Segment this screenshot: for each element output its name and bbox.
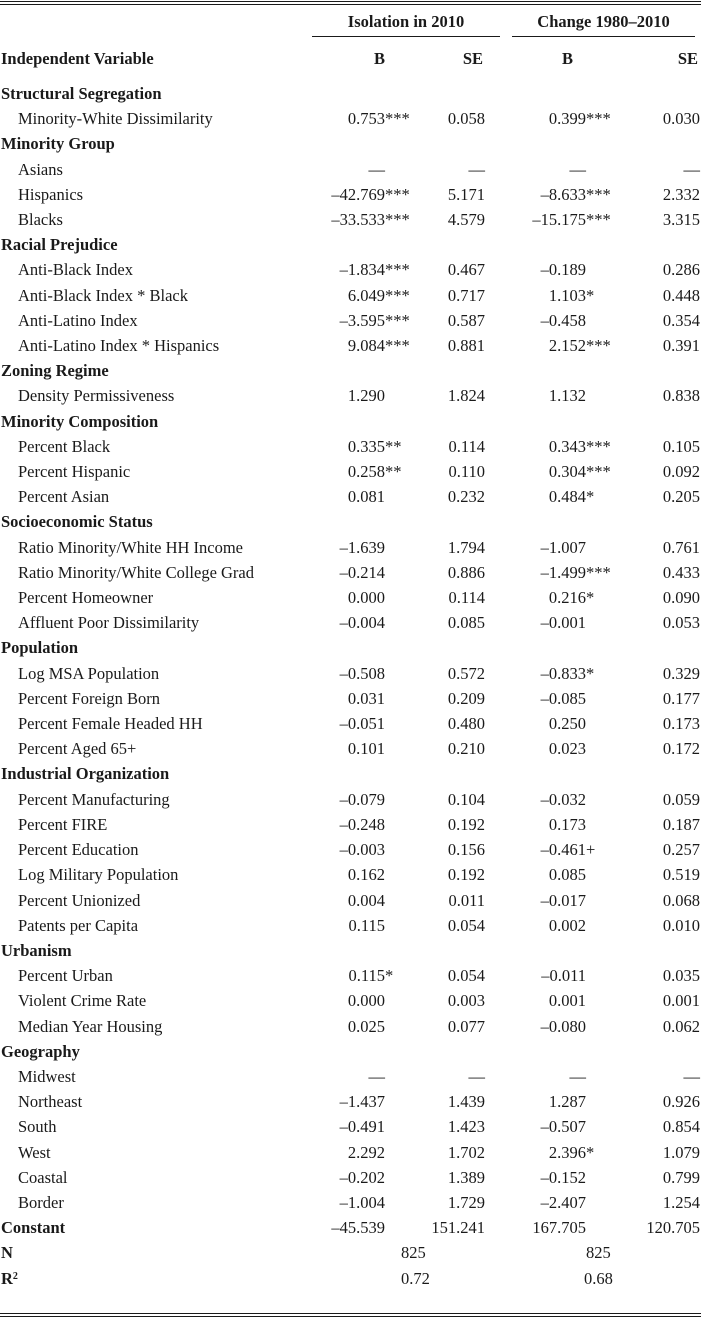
table-row <box>0 963 701 988</box>
significance-marker: *** <box>385 260 410 280</box>
se-value: 0.587 <box>447 310 486 330</box>
table-row <box>0 661 701 686</box>
coef-value: –0.189 <box>540 260 587 280</box>
coef-value: –0.017 <box>540 890 587 910</box>
coef-value: –1.007 <box>540 537 587 557</box>
coef-value: 0.000 <box>347 588 385 608</box>
se-value: 0.068 <box>662 890 701 910</box>
se-value: 0.210 <box>447 739 486 759</box>
section-header <box>0 358 701 383</box>
table-row <box>0 686 701 711</box>
se-value: 0.192 <box>447 865 486 885</box>
coef-value: –2.407 <box>540 1192 587 1212</box>
row-label: Coastal <box>18 1167 68 1187</box>
coef-value: 0.004 <box>347 890 385 910</box>
coef-value: — <box>368 1066 385 1086</box>
coef-value: 6.049 <box>347 285 385 305</box>
section-title: Industrial Organization <box>1 764 170 784</box>
coef-value: 0.002 <box>548 915 587 935</box>
coef-value: 0.258 <box>347 462 385 482</box>
coef-value: 0.101 <box>347 739 385 759</box>
coef-value: 2.292 <box>347 1142 385 1162</box>
row-label: Log Military Population <box>18 865 179 885</box>
se-value: 0.286 <box>662 260 701 280</box>
row-label: Percent Female Headed HH <box>18 714 203 734</box>
se-value: 3.315 <box>662 210 701 230</box>
coef-value: 1.287 <box>548 1092 587 1112</box>
coef-value: –0.491 <box>339 1117 385 1137</box>
row-label: Density Permissiveness <box>18 386 175 406</box>
se-value: 1.824 <box>447 386 486 406</box>
se-value: 0.177 <box>662 688 701 708</box>
n-label: N <box>1 1243 13 1263</box>
section-title: Urbanism <box>1 940 72 960</box>
se-value: 0.354 <box>662 310 701 330</box>
row-label: Midwest <box>18 1066 76 1086</box>
se-value: — <box>468 159 486 179</box>
bottom-rule-outer <box>0 1313 701 1314</box>
se-value: 0.391 <box>662 336 701 356</box>
coef-value: — <box>368 159 385 179</box>
coef-value: 0.484 <box>548 487 587 507</box>
group-header-isolation: Isolation in 2010 <box>306 7 506 37</box>
table-row <box>0 585 701 610</box>
se-value: 0.854 <box>662 1117 701 1137</box>
coef-value: –1.437 <box>339 1092 385 1112</box>
coef-value: –8.633 <box>540 184 587 204</box>
coef-value: –0.004 <box>339 613 385 633</box>
se-value: 2.332 <box>662 184 701 204</box>
coef-value: 0.335 <box>347 436 385 456</box>
se-value: 0.232 <box>447 487 486 507</box>
row-label: Anti-Latino Index <box>18 310 138 330</box>
row-label: Percent Aged 65+ <box>18 739 137 759</box>
table-row <box>0 560 701 585</box>
coef-value: –0.011 <box>541 966 587 986</box>
se-value: 0.926 <box>662 1092 701 1112</box>
coef-value: 0.025 <box>347 1016 385 1036</box>
table-row <box>0 283 701 308</box>
se-value: 0.717 <box>447 285 486 305</box>
se-value: 0.881 <box>447 336 486 356</box>
se-value: 0.003 <box>447 991 486 1011</box>
section-header <box>0 81 701 106</box>
se-value: 0.761 <box>662 537 701 557</box>
se-value: 0.105 <box>662 436 701 456</box>
row-label: Affluent Poor Dissimilarity <box>18 613 200 633</box>
constant-se2: 120.705 <box>646 1218 701 1238</box>
row-label: Patents per Capita <box>18 915 139 935</box>
table-row <box>0 837 701 862</box>
coef-value: 0.753 <box>347 109 385 129</box>
section-title: Racial Prejudice <box>1 235 118 255</box>
row-label: South <box>18 1117 57 1137</box>
se-value: 0.010 <box>662 915 701 935</box>
row-label: Log MSA Population <box>18 663 160 683</box>
row-label: Asians <box>18 159 63 179</box>
table-row <box>0 308 701 333</box>
se-value: 1.794 <box>447 537 486 557</box>
table-row <box>0 207 701 232</box>
top-rule-outer <box>0 1 701 2</box>
r2-label: $R^2$ <box>1 1268 18 1288</box>
significance-marker: *** <box>586 184 611 204</box>
se-value: 0.058 <box>447 109 486 129</box>
coef-value: 2.396 <box>548 1142 587 1162</box>
constant-b2: 167.705 <box>532 1218 587 1238</box>
coef-value: 0.000 <box>347 991 385 1011</box>
significance-marker: *** <box>385 310 410 330</box>
se-value: 1.079 <box>662 1142 701 1162</box>
se-value: 0.110 <box>448 462 486 482</box>
se-value: 0.104 <box>447 789 486 809</box>
table-row <box>0 257 701 282</box>
row-label: Percent Black <box>18 436 111 456</box>
coef-value: –1.004 <box>339 1192 385 1212</box>
se-value: 0.054 <box>447 915 486 935</box>
row-label: Percent Foreign Born <box>18 688 161 708</box>
coef-value: 0.399 <box>548 109 587 129</box>
coef-value: –0.001 <box>540 613 587 633</box>
row-label: Percent Asian <box>18 487 110 507</box>
section-title: Structural Segregation <box>1 84 162 103</box>
coef-value: –0.458 <box>540 310 587 330</box>
se-value: 1.702 <box>447 1142 486 1162</box>
se-value: 0.053 <box>662 613 701 633</box>
table-row <box>0 610 701 635</box>
coef-value: 0.304 <box>548 462 587 482</box>
significance-marker: *** <box>586 436 611 456</box>
table-row <box>0 1140 701 1165</box>
coef-value: –0.214 <box>339 562 385 582</box>
r2-isolation: 0.72 <box>401 1268 430 1288</box>
row-label: Anti-Black Index * Black <box>18 285 188 305</box>
row-label: Anti-Black Index <box>18 260 134 280</box>
coef-value: 9.084 <box>347 336 385 356</box>
group-header-change: Change 1980–2010 <box>506 7 701 37</box>
significance-marker: *** <box>586 462 611 482</box>
coef-value: –0.003 <box>339 840 385 860</box>
section-title: Socioeconomic Status <box>1 512 153 532</box>
section-title: Zoning Regime <box>1 361 109 381</box>
se-value: 0.257 <box>662 840 701 860</box>
row-label: Ratio Minority/White HH Income <box>18 537 243 557</box>
table-row <box>0 535 701 560</box>
coef-value: –0.461 <box>540 840 587 860</box>
column-header-b1: B <box>373 49 385 68</box>
section-title: Minority Group <box>1 134 115 154</box>
se-value: 0.172 <box>662 739 701 759</box>
se-value: 0.030 <box>662 109 701 129</box>
row-label: Median Year Housing <box>18 1016 163 1036</box>
se-value: 0.054 <box>447 966 486 986</box>
significance-marker: * <box>586 285 595 305</box>
se-value: — <box>683 1066 701 1086</box>
coef-value: –0.152 <box>540 1167 587 1187</box>
coef-value: –0.080 <box>540 1016 587 1036</box>
se-value: 0.085 <box>447 613 486 633</box>
row-label: Percent Manufacturing <box>18 789 170 809</box>
section-header <box>0 131 701 156</box>
se-value: 0.035 <box>662 966 701 986</box>
coef-value: 0.001 <box>548 991 587 1011</box>
coef-value: 0.085 <box>548 865 587 885</box>
table-row <box>0 157 701 182</box>
significance-marker: * <box>586 487 595 507</box>
significance-marker: *** <box>586 210 611 230</box>
significance-marker: *** <box>385 184 410 204</box>
coef-value: –0.085 <box>540 688 587 708</box>
coef-value: –0.202 <box>339 1167 385 1187</box>
se-value: 0.059 <box>662 789 701 809</box>
column-header-se2: SE <box>677 49 699 68</box>
se-value: 0.001 <box>662 991 701 1011</box>
row-label: West <box>18 1142 51 1162</box>
se-value: 0.173 <box>662 714 701 734</box>
coef-value: 0.162 <box>347 865 385 885</box>
se-value: 0.886 <box>447 562 486 582</box>
table-row <box>0 812 701 837</box>
coef-value: –0.833 <box>540 663 587 683</box>
table-summary <box>0 1215 701 1291</box>
regression-table <box>0 7 701 1291</box>
coef-value: –1.834 <box>339 260 385 280</box>
se-value: 0.329 <box>662 663 701 683</box>
row-label: Ratio Minority/White College Grad <box>18 562 254 582</box>
coef-value: 0.343 <box>548 436 587 456</box>
r2-change: 0.68 <box>584 1268 613 1288</box>
row-label: Blacks <box>18 210 63 230</box>
coef-value: — <box>569 1066 587 1086</box>
n-change: 825 <box>586 1243 611 1263</box>
constant-b1: –45.539 <box>331 1218 385 1238</box>
coef-value: 0.081 <box>347 487 385 507</box>
coef-value: –1.499 <box>540 562 587 582</box>
row-label: Percent Homeowner <box>18 588 154 608</box>
table-row <box>0 1114 701 1139</box>
section-header <box>0 409 701 434</box>
table-row <box>0 1089 701 1114</box>
section-header <box>0 938 701 963</box>
row-label: Percent Urban <box>18 966 113 986</box>
table-row <box>0 1165 701 1190</box>
section-title: Minority Composition <box>1 411 159 431</box>
coef-value: 0.115 <box>348 915 385 935</box>
significance-marker: * <box>586 1142 595 1162</box>
column-header-row <box>0 37 701 81</box>
significance-marker: *** <box>586 562 611 582</box>
section-header <box>0 232 701 257</box>
significance-marker: *** <box>385 210 410 230</box>
se-value: 0.077 <box>447 1016 486 1036</box>
significance-marker: *** <box>586 109 611 129</box>
table-row <box>0 888 701 913</box>
coef-value: 0.031 <box>347 688 385 708</box>
n-row <box>0 1240 701 1265</box>
coef-value: 2.152 <box>548 336 587 356</box>
table-row <box>0 787 701 812</box>
se-value: 0.799 <box>662 1167 701 1187</box>
section-header <box>0 761 701 786</box>
se-value: 0.011 <box>448 890 486 910</box>
significance-marker: *** <box>586 336 611 356</box>
top-rule-inner <box>0 4 701 5</box>
coef-value: 1.103 <box>548 285 587 305</box>
se-value: 1.423 <box>447 1117 486 1137</box>
column-header-b2: B <box>562 49 574 68</box>
se-value: 0.156 <box>447 840 486 860</box>
se-value: — <box>468 1066 486 1086</box>
se-value: 1.439 <box>447 1092 486 1112</box>
bottom-rule-inner <box>0 1316 701 1317</box>
se-value: 0.092 <box>662 462 701 482</box>
group-header-row <box>0 7 701 37</box>
coef-value: –0.032 <box>540 789 587 809</box>
section-title: Population <box>1 638 79 658</box>
table-row <box>0 1014 701 1039</box>
significance-marker: *** <box>385 285 410 305</box>
table-row <box>0 484 701 509</box>
column-header-variable: Independent Variable <box>1 49 154 68</box>
table-row <box>0 1064 701 1089</box>
table-row <box>0 711 701 736</box>
coef-value: 0.250 <box>548 714 587 734</box>
table-row <box>0 988 701 1013</box>
section-header <box>0 1039 701 1064</box>
row-label: Percent Unionized <box>18 890 141 910</box>
significance-marker: * <box>586 663 595 683</box>
section-header <box>0 635 701 660</box>
coef-value: –15.175 <box>532 210 587 230</box>
se-value: 0.192 <box>447 814 486 834</box>
constant-se1: 151.241 <box>431 1218 486 1238</box>
significance-marker: *** <box>385 336 410 356</box>
table-row <box>0 1190 701 1215</box>
coef-value: –0.508 <box>339 663 385 683</box>
se-value: 0.572 <box>447 663 486 683</box>
coef-value: –0.248 <box>339 814 385 834</box>
significance-marker: + <box>586 840 596 860</box>
coef-value: 0.115 <box>348 966 385 986</box>
section-header <box>0 509 701 534</box>
coef-value: –0.079 <box>339 789 385 809</box>
table-row <box>0 182 701 207</box>
section-title: Geography <box>1 1041 80 1061</box>
table-row <box>0 736 701 761</box>
se-value: 0.114 <box>448 588 486 608</box>
coef-value: 0.173 <box>548 814 587 834</box>
se-value: 0.205 <box>662 487 701 507</box>
significance-marker: ** <box>385 462 402 482</box>
se-value: 0.467 <box>447 260 486 280</box>
row-label: Border <box>18 1192 64 1212</box>
se-value: 0.519 <box>662 865 701 885</box>
se-value: 4.579 <box>447 210 486 230</box>
se-value: 0.187 <box>662 814 701 834</box>
coef-value: –1.639 <box>339 537 385 557</box>
coef-value: 0.023 <box>548 739 587 759</box>
constant-label: Constant <box>1 1218 66 1238</box>
table-row <box>0 333 701 358</box>
se-value: 0.114 <box>448 436 486 456</box>
r2-row <box>0 1266 701 1291</box>
significance-marker: * <box>586 588 595 608</box>
row-label: Percent FIRE <box>18 814 108 834</box>
table-row <box>0 383 701 408</box>
se-value: 1.729 <box>447 1192 486 1212</box>
table-row <box>0 434 701 459</box>
column-header-se1: SE <box>462 49 484 68</box>
se-value: 0.448 <box>662 285 701 305</box>
constant-row <box>0 1215 701 1240</box>
se-value: 0.433 <box>662 562 701 582</box>
table-body <box>0 81 701 1215</box>
row-label: Violent Crime Rate <box>18 991 147 1011</box>
table-row <box>0 862 701 887</box>
se-value: 5.171 <box>447 184 486 204</box>
n-isolation: 825 <box>401 1243 426 1263</box>
coef-value: 0.216 <box>548 588 587 608</box>
se-value: 0.062 <box>662 1016 701 1036</box>
significance-marker: * <box>385 966 394 986</box>
coef-value: –33.533 <box>331 210 385 230</box>
row-label: Anti-Latino Index * Hispanics <box>18 336 220 356</box>
significance-marker: ** <box>385 436 402 456</box>
row-label: Northeast <box>18 1092 83 1112</box>
row-label: Percent Hispanic <box>18 462 131 482</box>
se-value: 0.090 <box>662 588 701 608</box>
se-value: 0.480 <box>447 714 486 734</box>
table-row <box>0 106 701 131</box>
se-value: 1.254 <box>662 1192 701 1212</box>
row-label: Percent Education <box>18 840 139 860</box>
row-label: Hispanics <box>18 184 84 204</box>
coef-value: –3.595 <box>339 310 385 330</box>
table-row <box>0 913 701 938</box>
se-value: 0.838 <box>662 386 701 406</box>
coef-value: –0.051 <box>339 714 385 734</box>
se-value: — <box>683 159 701 179</box>
significance-marker: *** <box>385 109 410 129</box>
coef-value: –42.769 <box>331 184 385 204</box>
row-label: Minority-White Dissimilarity <box>18 109 213 129</box>
table-row <box>0 459 701 484</box>
se-value: 1.389 <box>447 1167 486 1187</box>
coef-value: –0.507 <box>540 1117 587 1137</box>
coef-value: 1.132 <box>548 386 587 406</box>
coef-value: 1.290 <box>347 386 385 406</box>
se-value: 0.209 <box>447 688 486 708</box>
coef-value: — <box>569 159 587 179</box>
